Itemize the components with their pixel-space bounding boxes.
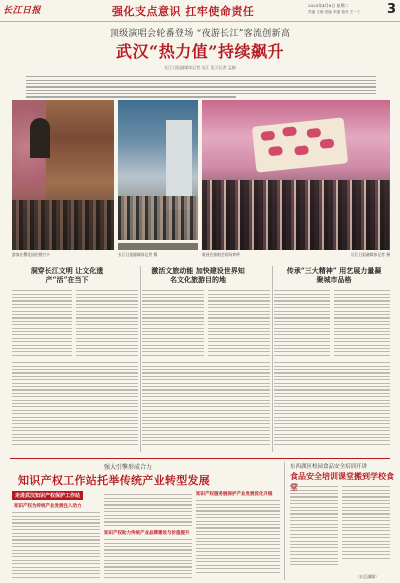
right-headline: 食品安全培训课堂搬到学校食 <box>290 471 394 481</box>
issue-date: 2025年4月8日 星期二 <box>308 3 349 8</box>
photo-cherry-blossom-street <box>12 100 114 250</box>
article-column-2b <box>208 288 270 358</box>
bottom-section-label: 走进武汉知识产权保护工作站 <box>12 491 83 500</box>
photo-caption-left: 游客在樱花园拍照打卡 <box>12 252 50 257</box>
column-2-title: 激活文旅动能 加快建设世界知名文化旅游目的地 <box>151 266 245 284</box>
bottom-column-divider <box>284 462 285 580</box>
article-column-3a <box>274 288 330 358</box>
masthead <box>0 0 400 22</box>
photo-caption-mid: 长江日报融媒体记者 摄 <box>118 252 158 257</box>
photo-city-street <box>118 100 198 240</box>
column-divider-2 <box>272 266 273 452</box>
bottom-subhead-2: 知识产权服务链保护产业发展优化升级 <box>196 492 273 497</box>
column-3-title: 传承“三大精神” 用艺展力量凝聚城市品格 <box>286 266 382 284</box>
lead-paragraph-block <box>26 74 376 100</box>
right-kicker: 东西湖区校园食品安全培训开讲 <box>290 464 368 470</box>
right-column-a <box>290 484 338 576</box>
bottom-subhead-1: 知识产权为传统产业发展注入动力 <box>14 504 82 509</box>
section-divider <box>10 458 390 459</box>
section-slogan: 强化支点意识 扛牢使命责任 <box>112 5 255 18</box>
bottom-kicker: 强大引擎形成合力 <box>104 464 153 471</box>
article-column-2a <box>142 288 204 358</box>
photo-credit-right: 长江日报融媒体记者 摄 <box>350 252 390 257</box>
newspaper-logo: 长江日报 <box>3 6 42 16</box>
photo-strip <box>118 243 198 250</box>
editor-credits: 责编 王朗 美编 李盛 校对 王一丁 <box>308 10 361 14</box>
article-column-1-continued <box>12 360 138 452</box>
bottom-column-3 <box>196 498 280 580</box>
bottom-column-1 <box>12 510 100 580</box>
lead-headline: 武汉“热力值”持续飙升 <box>116 42 284 61</box>
article-column-1a <box>12 288 72 358</box>
right-byline: （长江融媒） <box>356 574 379 579</box>
right-column-b <box>342 484 390 570</box>
lead-reporters: 长江日报融媒体记者 吴江 见习记者 孟颖 <box>164 65 236 70</box>
article-column-3b <box>334 288 390 358</box>
photo-caption-right: 歌迷在演唱会现场欢呼 <box>202 252 240 257</box>
column-1-title: 洞穿长江文明 让文化遗产“活”在当下 <box>30 266 104 284</box>
bottom-headline: 知识产权工作站托举传统产业转型发展 <box>18 474 211 487</box>
page-number: 3 <box>386 2 396 17</box>
article-column-3-continued <box>274 360 390 452</box>
column-divider-1 <box>140 266 141 452</box>
bottom-subhead-3: 知识产权助力传统产业品牌建设与价值提升 <box>104 531 190 536</box>
article-column-1b <box>76 288 138 358</box>
photo-concert-crowd <box>202 100 390 250</box>
article-column-2-continued <box>142 360 270 452</box>
bottom-column-2a <box>104 492 192 528</box>
bottom-column-2b <box>104 537 192 581</box>
lead-kicker: 顶级演唱会轮番登场 “夜游长江”客流创新高 <box>109 29 291 39</box>
